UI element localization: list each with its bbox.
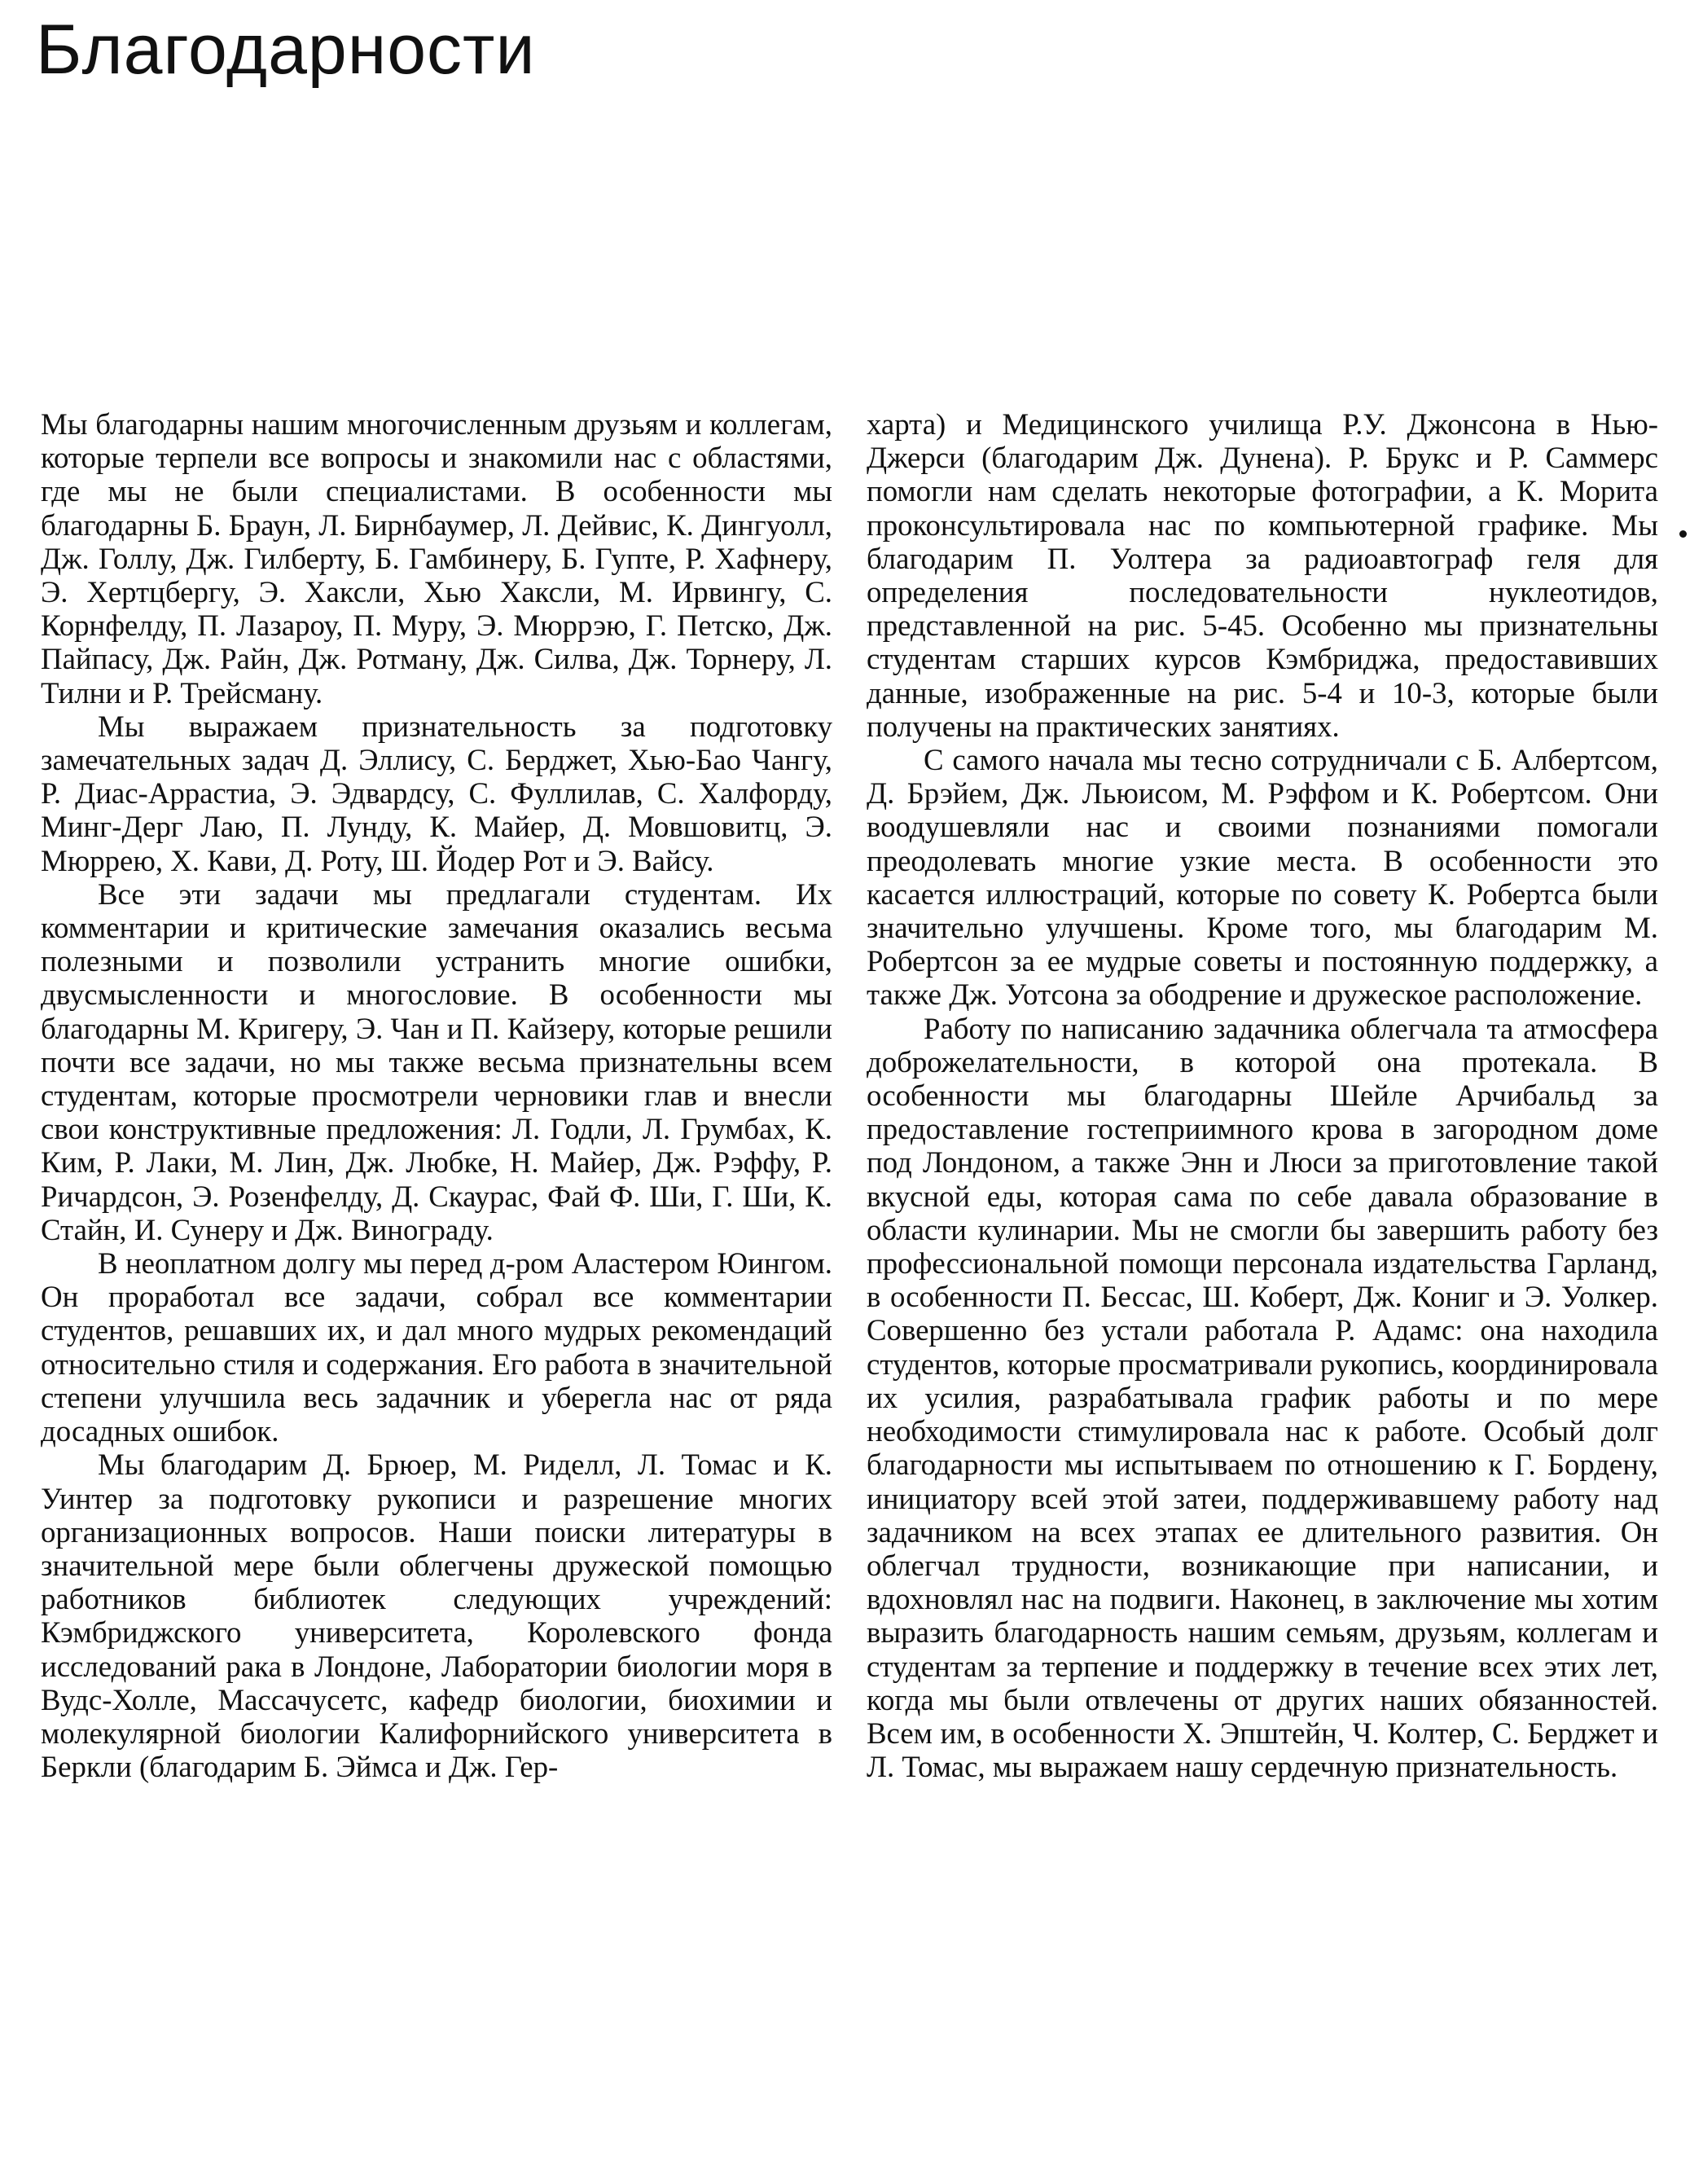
paragraph-thanks-libraries: Мы благодарим Д. Брюер, М. Риделл, Л. Томас и К. Уинтер за подготовку рукописи и разрешение многих организационных вопросов. Наши поиски литературы в значительной мере были облегчены дружеской помощью работников библиотек следующих учреждений: Кэмбриджского университета, Королевского фонда исследований рака в Лондоне, Лаборатории биологии моря в Вудс-Холле, Массачусетс, кафедр биологии, биохимии и молекулярной биологии Калифорнийского университета в Беркли (благодарим Б. Эймса и Дж. Гер- bbox=[41, 1448, 832, 1784]
paragraph-thanks-students: Все эти задачи мы предлагали студентам. Их комментарии и критические замечания оказались весьма полезными и позволили устранить многие ошибки, двусмысленности и многословие. В особенности мы благодарны М. Кригеру, Э. Чан и П. Кайзеру, которые решили почти все задачи, но мы также весьма признательны всем студентам, которые просмотрели черновики глав и внесли свои конструктивные предложения: Л. Годли, Л. Грумбах, К. Ким, Р. Лаки, М. Лин, Дж. Любке, Н. Майер, Дж. Рэффу, Р. Ричардсон, Э. Розенфелду, Д. Скаурас, Фай Ф. Ши, Г. Ши, К. Стайн, И. Сунеру и Дж. Винограду. bbox=[41, 877, 832, 1246]
paragraph-thanks-problems: Мы выражаем признательность за подготовку замечательных задач Д. Эллису, С. Берджет, Хью-Бао Чангу, Р. Диас-Аррастиа, Э. Эдвардсу, С. Фуллилав, С. Халфорду, Минг-Дерг Лаю, П. Лунду, К. Майер, Д. Мовшовитц, Э. Мюррею, Х. Кави, Д. Роту, Ш. Йодер Рот и Э. Вайсу. bbox=[41, 709, 832, 877]
left-text-column bbox=[41, 407, 832, 1783]
paragraph-thanks-coauthors: С самого начала мы тесно сотрудничали с Б. Албертсом, Д. Брэйем, Дж. Льюисом, М. Рэффом и К. Робертсом. Они воодушевляли нас и своими познаниями помогали преодолевать многие узкие места. В особенности это касается иллюстраций, которые по совету К. Робертса были значительно улучшены. Кроме того, мы благодарим М. Робертсон за ее мудрые советы и постоянную поддержку, а также Дж. Уотсона за ободрение и дружеское расположение. bbox=[867, 743, 1658, 1012]
paragraph-thanks-atmosphere: Работу по написанию задачника облегчала та атмосфера доброжелательности, в которой она протекала. В особенности мы благодарны Шейле Арчибальд за предоставление гостеприимного крова в загородном доме под Лондоном, а также Энн и Люси за приготовление такой вкусной еды, которая сама по себе давала образование в области кулинарии. Мы не смогли бы завершить работу без профессиональной помощи персонала издательства Гарланд, в особенности П. Бессас, Ш. Коберт, Дж. Кониг и Э. Уолкер. Совершенно без устали работала Р. Адамс: она находила студентов, которые просматривали рукопись, координировала их усилия, разрабатывала график работы и по мере необходимости стимулировала нас к работе. Особый долг благодарности мы испытываем по отношению к Г. Бордену, инициатору всей этой затеи, поддерживавшему работу над задачником на всех этапах ее длительного развития. Он облегчал трудности, возникающие при написании, и вдохновлял нас на подвиги. Наконец, в заключение мы хотим выразить благодарность нашим семьям, друзьям, коллегам и студентам за терпение и поддержку в течение всех этих лет, когда мы были отвлечены от других наших обязанностей. Всем им, в особенности Х. Эпштейн, Ч. Колтер, С. Берджет и Л. Томас, мы выражаем нашу сердечную признательность. bbox=[867, 1011, 1658, 1784]
paragraph-continued-libraries: харта) и Медицинского училища Р.У. Джонсона в Нью-Джерси (благодарим Дж. Дунена). Р. Брукс и Р. Саммерс помогли нам сделать некоторые фотографии, а К. Морита проконсультировала нас по компьютерной графике. Мы благодарим П. Уолтера за радиоавтограф геля для определения последовательности нуклеотидов, представленной на рис. 5-45. Особенно мы признательны студентам старших курсов Кэмбриджа, предоставивших данные, изображенные на рис. 5-4 и 10-3, которые были получены на практических занятиях. bbox=[867, 407, 1658, 743]
paragraph-thanks-ewing: В неоплатном долгу мы перед д-ром Аластером Юингом. Он проработал все задачи, собрал все комментарии студентов, решавших их, и дал много мудрых рекомендаций относительно стиля и содержания. Его работа в значительной степени улучшила весь задачник и уберегла нас от ряда досадных ошибок. bbox=[41, 1246, 832, 1448]
scan-speck-dot bbox=[1679, 530, 1687, 538]
right-text-column bbox=[867, 407, 1658, 1783]
page-title: Благодарности bbox=[36, 11, 536, 89]
paragraph-thanks-friends: Мы благодарны нашим многочисленным друзьям и коллегам, которые терпели все вопросы и знакомили нас с областями, где мы не были специалистами. В особенности мы благодарны Б. Браун, Л. Бирнбаумер, Л. Дейвис, К. Дингуолл, Дж. Голлу, Дж. Гилберту, Б. Гамбинеру, Б. Гупте, Р. Хафнеру, Э. Хертцбергу, Э. Хаксли, Хью Хаксли, М. Ирвингу, С. Корнфелду, П. Лазароу, П. Муру, Э. Мюррэю, Г. Петско, Дж. Пайпасу, Дж. Райн, Дж. Ротману, Дж. Силва, Дж. Торнеру, Л. Тилни и Р. Трейсману. bbox=[41, 407, 832, 710]
